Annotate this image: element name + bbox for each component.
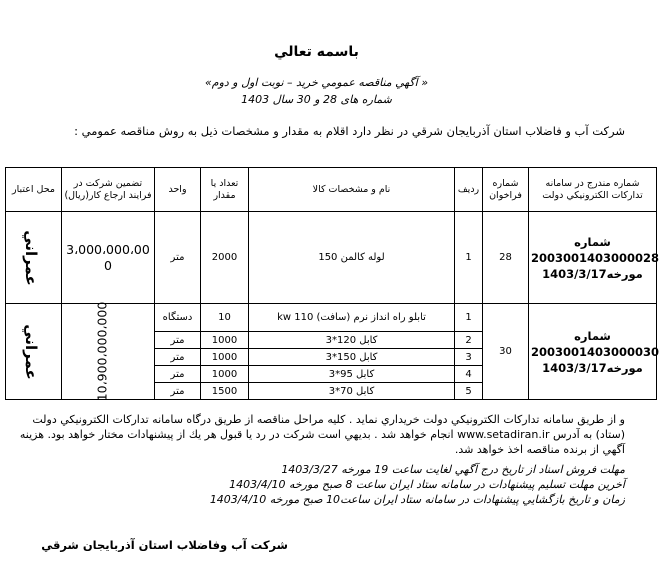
row-number: 2 [455, 332, 483, 349]
item-name: کابل 95*3 [249, 366, 455, 383]
page-title: باسمه تعالي [274, 44, 359, 60]
call-number: 28 [483, 212, 529, 304]
notice-subtitle: « آگهي مناقصه عمومي خرید – نوبت اول و دوم» [204, 76, 428, 89]
header-credit: محل اعتبار [6, 168, 62, 212]
item-name: کابل 150*3 [249, 349, 455, 366]
item-unit: متر [155, 212, 201, 304]
item-unit: متر [155, 349, 201, 366]
item-name: کابل 120*3 [249, 332, 455, 349]
credit-cell [6, 212, 62, 304]
row-number: 1 [455, 212, 483, 304]
item-name: کابل 70*3 [249, 383, 455, 400]
header-qty: تعداد یا مقدار [201, 168, 249, 212]
item-name: لوله کالمن 150 [249, 212, 455, 304]
credit-source: عمراني [22, 229, 41, 286]
guarantee-amount: 10،900،000،000 [94, 301, 110, 402]
item-unit: متر [155, 383, 201, 400]
guarantee-cell [62, 301, 155, 402]
item-qty: 10 [201, 304, 249, 332]
row-number: 5 [455, 383, 483, 400]
reg-label: شماره [574, 328, 611, 343]
item-unit: متر [155, 366, 201, 383]
reg-code: 2003001403000028 [531, 250, 659, 265]
reg-label: شماره [574, 234, 611, 249]
reg-date: مورخه1403/3/17 [542, 266, 643, 281]
credit-cell [6, 304, 62, 400]
table-row [6, 212, 657, 304]
table-header-row [6, 168, 657, 212]
terms-paragraph: و از طریق سامانه تدارکات الکترونیکي دولت خریداري نماید . کلیه مراحل مناقصه از طریق درگاه سامانه تدارکات الکترونیکي دولت (ستاد) به آدرس www.setadiran.ir انجام خواهد شد . بدیهي است شرکت در رد یا قبول هر یك از پیشنهادات مختار خواهد بود. هزینه آگهي از برنده مناقصه اخذ خواهد شد. [19, 413, 625, 456]
header-call-no: شماره فراخوان [483, 168, 529, 212]
header-row: ردیف [455, 168, 483, 212]
row-number: 1 [455, 304, 483, 332]
item-qty: 1000 [201, 332, 249, 349]
reg-number-cell [529, 304, 657, 400]
item-unit: متر [155, 332, 201, 349]
header-name: نام و مشخصات کالا [249, 168, 455, 212]
call-number: 30 [483, 304, 529, 400]
credit-source: عمراني [22, 323, 41, 380]
document-sale-deadline: مهلت فروش اسناد از تاریخ درج آگهي لغایت ساعت 19 مورخه 1403/3/27 [281, 463, 625, 476]
guarantee-cell [62, 212, 155, 304]
item-qty: 1000 [201, 366, 249, 383]
item-qty: 1500 [201, 383, 249, 400]
company-signature: شرکت آب وفاضلاب استان آذربایجان شرقي [41, 538, 288, 552]
reg-code: 2003001403000030 [531, 344, 659, 359]
items-table [5, 167, 657, 400]
tender-numbers: شماره های 28 و 30 سال 1403 [241, 93, 392, 106]
item-name: تابلو راه انداز نرم (سافت) kw 110 [249, 304, 455, 332]
reg-number-cell [529, 212, 657, 304]
header-unit: واحد [155, 168, 201, 212]
guarantee-amount: 3،000،000،000 [66, 241, 150, 273]
row-number: 4 [455, 366, 483, 383]
intro-paragraph: شرکت آب و فاضلاب استان آذربایجان شرقي در نظر دارد اقلام به مقدار و مشخصات ذیل به روش مناقصه عمومي : [74, 124, 625, 138]
table-row [6, 304, 657, 332]
header-guarantee: تضمين شرکت در فرایند ارجاع کار(ریال) [62, 168, 155, 212]
row-number: 3 [455, 349, 483, 366]
opening-date: زمان و تاریخ بازگشایي پیشنهادات در سامانه ستاد ایران ساعت10 صبح مورخه 1403/4/10 [209, 493, 625, 506]
header-reg-no: شماره مندرج در سامانه تدارکات الکترونیکي دولت [529, 168, 657, 212]
reg-date: مورخه1403/3/17 [542, 360, 643, 375]
item-qty: 1000 [201, 349, 249, 366]
submission-deadline: آخرین مهلت تسلیم پیشنهادات در سامانه ستاد ایران ساعت 8 صبح مورخه 1403/4/10 [229, 478, 625, 491]
item-qty: 2000 [201, 212, 249, 304]
item-unit: دستگاه [155, 304, 201, 332]
